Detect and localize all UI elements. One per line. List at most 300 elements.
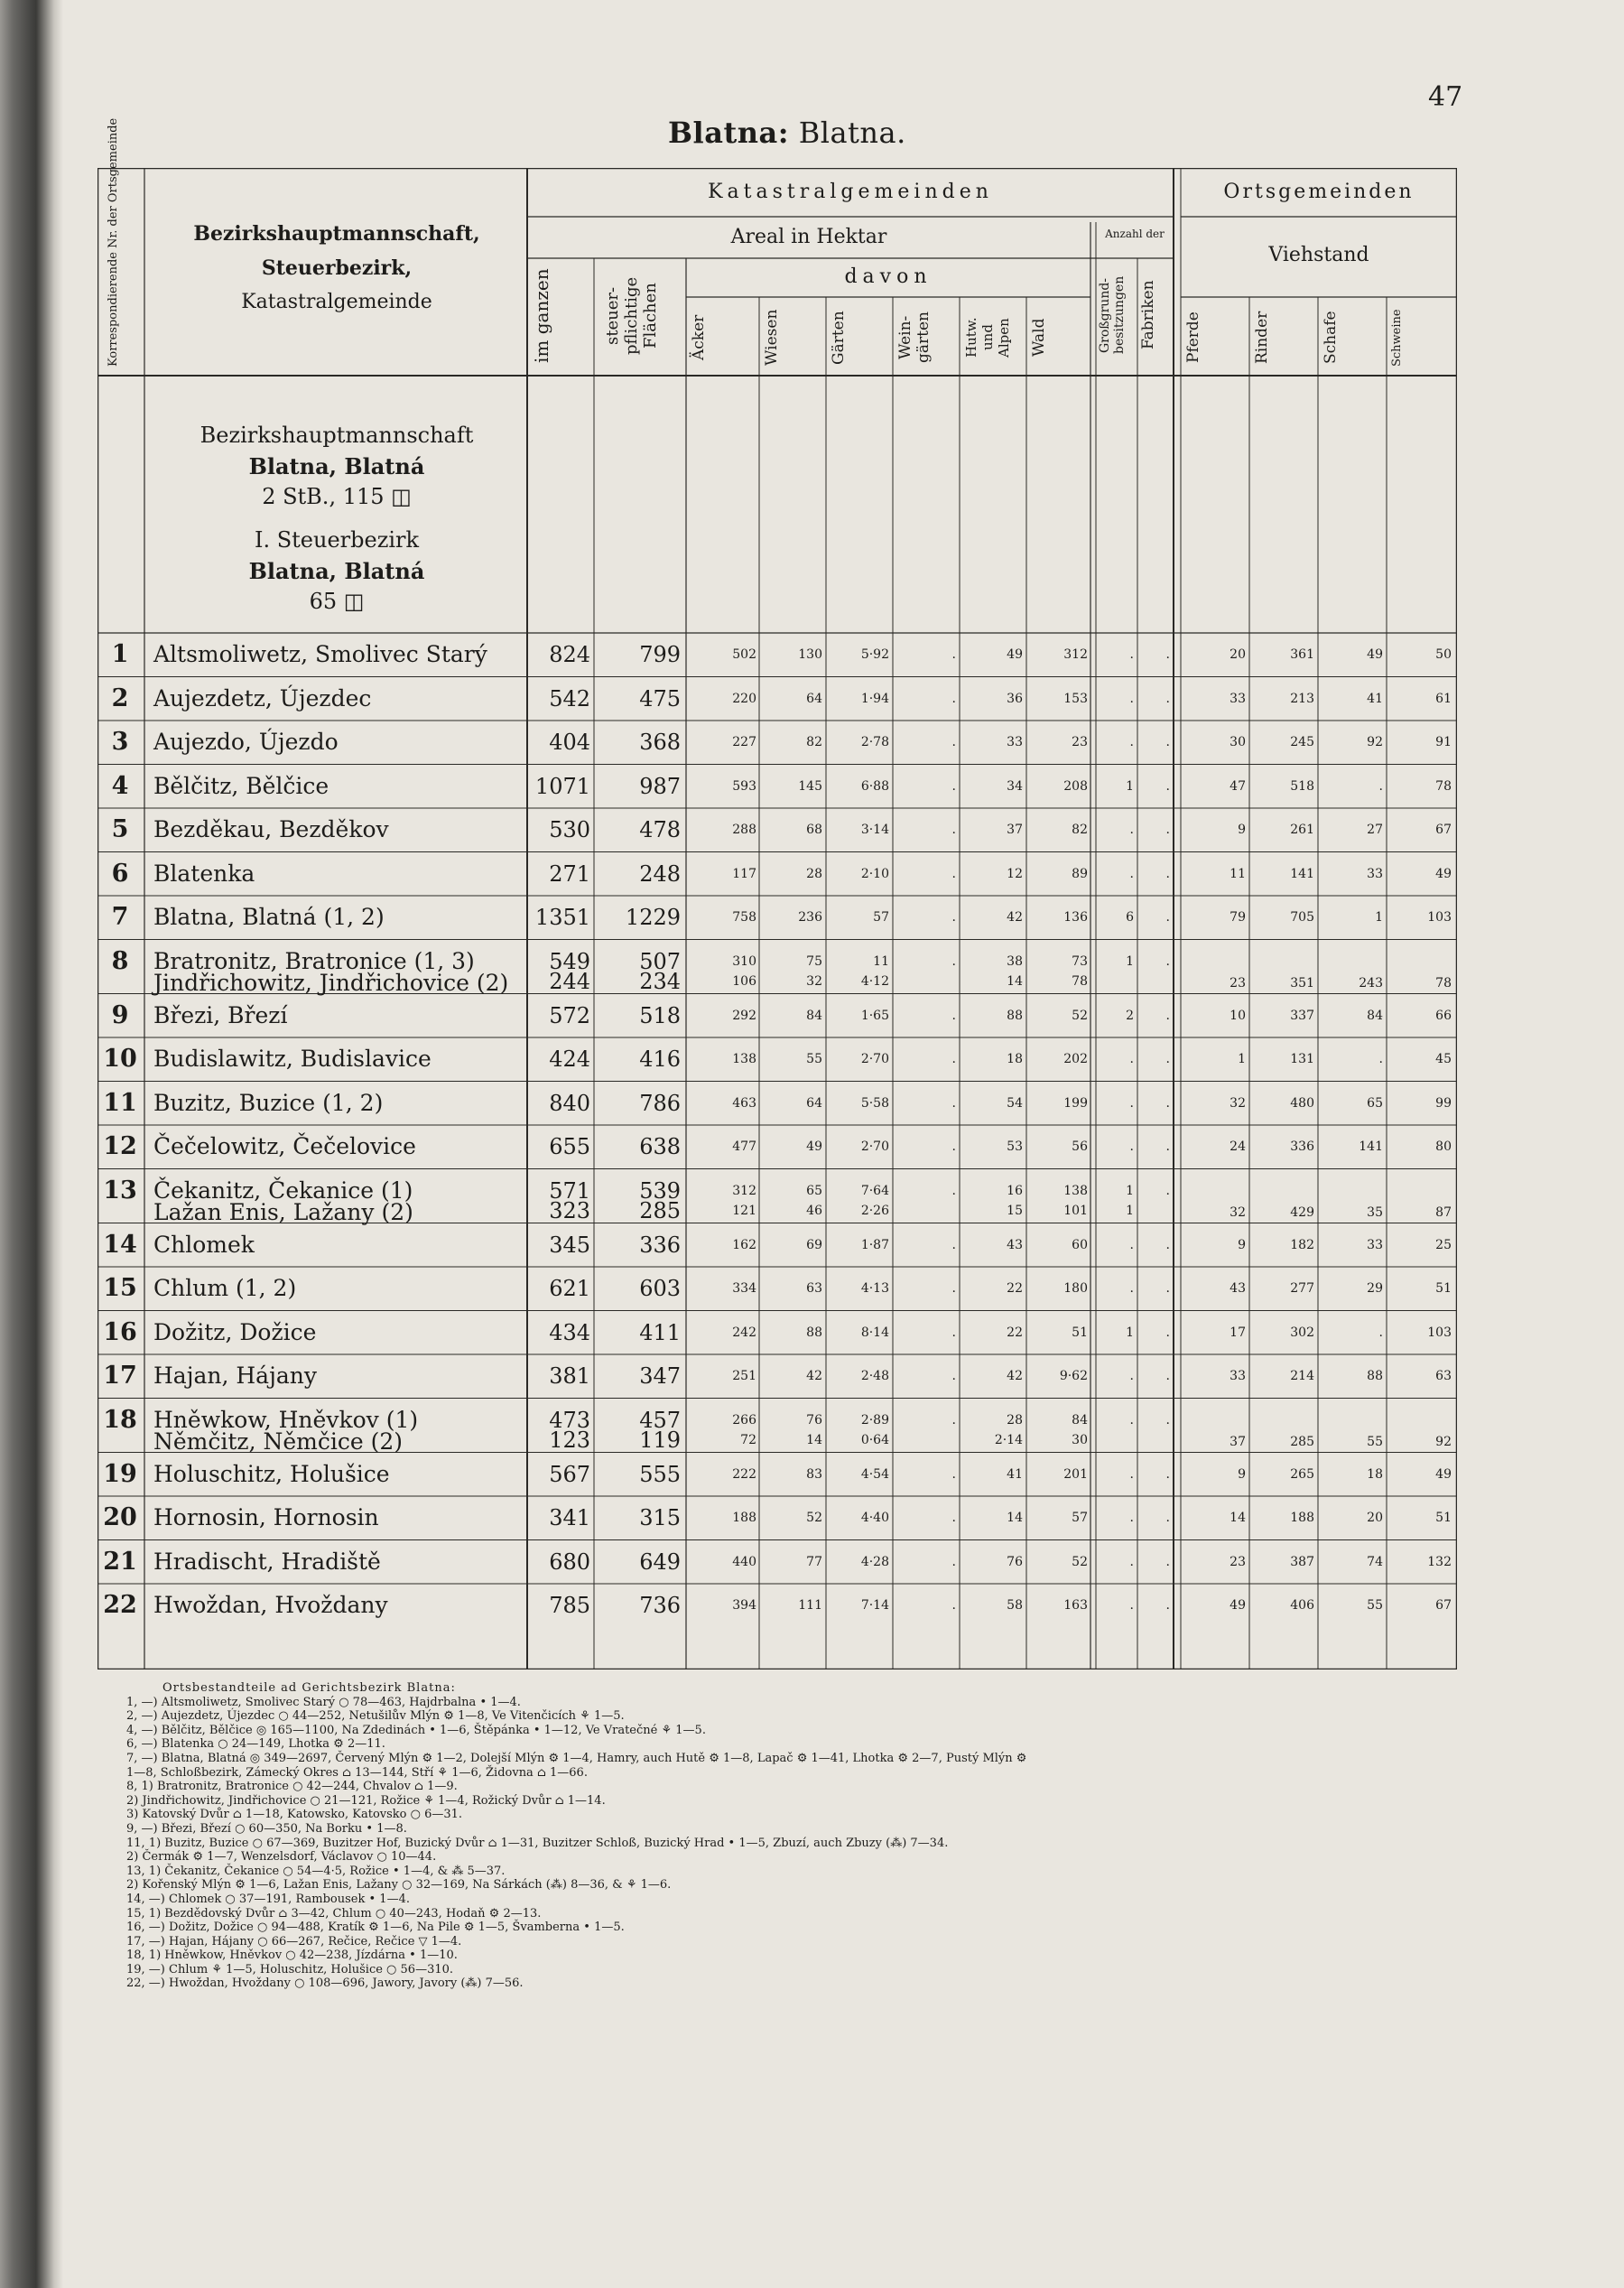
cell-gar: 1·87 [860,1237,889,1252]
cell-pf: 11 [1230,866,1246,881]
cell-st: 799 [639,642,681,667]
cell-sw: 78 [1435,975,1452,991]
cell-hut: 41 [1007,1466,1023,1482]
cell-ganz: 434 [549,1319,590,1345]
header-davon: davon [844,265,933,288]
cell-wald: 52 [1072,1554,1088,1569]
cell-sw: 63 [1435,1369,1452,1383]
cell-wein: . [951,1183,956,1198]
cell-wie: 64 [806,691,822,706]
cell-ack: 758 [732,910,756,925]
cell-wein: . [951,691,956,706]
cell-st: 315 [639,1505,681,1530]
row-name: Budislawitz, Budislavice [153,1046,432,1072]
cell-wie: 76 [806,1412,822,1428]
cell-st: 416 [639,1046,681,1072]
cell-wein: . [951,910,956,925]
cell-wie: 49 [806,1139,822,1154]
cell-wie: 130 [798,647,822,662]
row-name: Čekanitz, Čekanice (1) [153,1177,413,1204]
cell-ri: 337 [1290,1008,1314,1023]
cell-ri: 213 [1290,691,1314,706]
cell-pf: 24 [1230,1139,1246,1154]
cell-sch: 33 [1367,866,1383,881]
header-fabriken: Fabriken [1139,280,1157,350]
cell-ack-secondary: 121 [732,1203,756,1218]
cell-hut: 58 [1007,1598,1023,1613]
cell-ri: 518 [1290,778,1314,794]
cell-gr: . [1129,1139,1134,1154]
cell-gr: . [1129,1598,1134,1613]
cell-wald-secondary: 30 [1072,1432,1088,1447]
row-name-secondary: Němčitz, Němčice (2) [153,1428,404,1455]
footnote-line: 4, —) Bělčitz, Bělčice ◎ 165—1100, Na Zdedinách • 1—6, Štěpánka • 1—12, Ve Vratečné ⚘ 1—5. [126,1723,706,1737]
cell-hut: 53 [1007,1139,1023,1154]
cell-ganz: 621 [549,1276,590,1301]
row-name: Hornosin, Hornosin [153,1504,379,1530]
cell-sw: 66 [1435,1008,1452,1023]
cell-gr: . [1129,735,1134,749]
cell-sch: 35 [1367,1204,1383,1220]
intro-bezirkshauptmannschaft: Bezirkshauptmannschaft [200,423,474,448]
row-number: 11 [103,1088,137,1117]
row-name: Březi, Březí [153,1001,288,1028]
cell-fab: . [1165,1554,1170,1569]
cell-hut: 88 [1007,1008,1023,1023]
footnote-line: 2) Kořenský Mlýn ⚙ 1—6, Lažan Enis, Lažany ○ 32—169, Na Sárkách (⁂) 8—36, & ⚘ 1—6. [126,1878,672,1893]
cell-gr: 1 [1126,1325,1134,1340]
cell-sw: 91 [1435,735,1452,749]
footnote-line: 2) Jindřichowitz, Jindřichovice ○ 21—121, Rožice ⚘ 1—4, Rožický Dvůr ⌂ 1—14. [126,1793,606,1808]
cell-ri: 214 [1290,1369,1314,1383]
footnote-line: 14, —) Chlomek ○ 37—191, Rambousek • 1—4. [126,1892,410,1906]
cell-ack: 117 [732,866,756,881]
footnote-line: 15, 1) Bezdědovský Dvůr ⌂ 3—42, Chlum ○ 40—243, Hodaň ⚙ 2—13. [126,1906,542,1921]
cell-ack-secondary: 72 [740,1432,756,1447]
cell-ack: 220 [732,691,756,706]
footnote-line: 3) Katovský Dvůr ⌂ 1—18, Katowsko, Katovsko ○ 6—31. [126,1808,463,1822]
cell-ri: 245 [1290,735,1314,749]
cell-sw: 78 [1435,778,1452,794]
cell-sch: 243 [1359,975,1383,991]
cell-ganz-secondary: 244 [549,968,590,994]
row-name: Hajan, Hájany [153,1363,317,1389]
book-spine-shadow [0,0,63,2288]
cell-pf: 9 [1238,1466,1246,1482]
cell-gar: 6·88 [860,778,889,794]
cell-gr: . [1129,1511,1134,1525]
cell-st: 368 [639,730,681,755]
cell-sw: 99 [1435,1095,1452,1111]
cell-st-secondary: 234 [639,968,681,994]
row-number: 5 [111,815,129,843]
cell-ack: 593 [732,778,756,794]
cell-wie: 82 [806,735,822,749]
cell-wald: 201 [1063,1466,1088,1482]
cell-pf: 10 [1230,1008,1246,1023]
header-steuerbezirk: Steuerbezirk, [261,256,413,280]
cell-st: 638 [639,1134,681,1159]
cell-gr: 1 [1126,1183,1134,1198]
cell-ganz: 840 [549,1090,590,1116]
cell-ack: 162 [732,1237,756,1252]
cell-sw: 67 [1435,823,1452,837]
cell-gr: 2 [1126,1008,1134,1023]
cell-wein: . [951,1281,956,1296]
row-name: Aujezdetz, Újezdec [153,684,372,712]
cell-wald: 9·62 [1059,1369,1088,1383]
row-name: Buzitz, Buzice (1, 2) [153,1089,384,1116]
cell-wie: 75 [806,953,822,969]
footnote-line: 19, —) Chlum ⚘ 1—5, Holuschitz, Holušice ○ 56—310. [126,1962,454,1976]
cell-wie: 52 [806,1511,822,1525]
row-number: 12 [103,1132,137,1160]
page-number: 47 [1428,81,1463,113]
cell-sch: 1 [1375,910,1383,925]
cell-ganz: 567 [549,1461,590,1487]
header-viehstand: Viehstand [1268,244,1369,266]
cell-st: 736 [639,1593,681,1618]
cell-wie: 145 [798,778,822,794]
cell-hut: 76 [1007,1554,1023,1569]
footnote-line: 11, 1) Buzitz, Buzice ○ 67—369, Buzitzer Hof, Buzický Dvůr ⌂ 1—31, Buzitzer Schloß, Buzický Hrad • 1—5, Zbuzí, auch Zbuzy (⁂) 7—34. [126,1836,949,1850]
cell-wald: 180 [1063,1281,1088,1296]
cell-ri: 387 [1290,1554,1314,1569]
footnote-line: 6, —) Blatenka ○ 24—149, Lhotka ⚙ 2—11. [126,1737,385,1752]
cell-wald: 73 [1072,953,1088,969]
cell-wein: . [951,778,956,794]
cell-wald: 57 [1072,1511,1088,1525]
cell-wein: . [951,866,956,881]
cell-gar: 2·78 [860,735,889,749]
cell-fab: . [1165,1237,1170,1252]
row-name: Aujezdo, Újezdo [153,729,339,755]
cell-hut: 28 [1007,1412,1023,1428]
cell-wein: . [951,647,956,662]
cell-sch: 20 [1367,1511,1383,1525]
header-wiesen: Wiesen [763,309,781,367]
cell-pf: 30 [1230,735,1246,749]
cell-wein: . [951,1325,956,1340]
cell-wald: 163 [1063,1598,1088,1613]
cell-st: 518 [639,1002,681,1028]
cell-sch: 55 [1367,1598,1383,1613]
header-anzahl: Anzahl der [1105,228,1165,240]
cell-ack: 138 [732,1052,756,1066]
cell-ack: 312 [732,1183,756,1198]
row-name: Dožitz, Dožice [153,1318,317,1345]
cell-wie: 84 [806,1008,822,1023]
cell-wein: . [951,1008,956,1023]
cell-gar: 2·48 [860,1369,889,1383]
cell-wald-secondary: 101 [1063,1203,1088,1218]
row-name: Holuschitz, Holušice [153,1460,390,1487]
cell-st: 478 [639,817,681,842]
header-schweine: Schweine [1390,309,1404,367]
cell-gr: . [1129,1237,1134,1252]
cell-ganz: 381 [549,1363,590,1389]
cell-sch: 65 [1367,1095,1383,1111]
cell-fab: . [1165,1369,1170,1383]
cell-wein: . [951,1095,956,1111]
row-number: 9 [111,1000,129,1029]
cell-ri: 182 [1290,1237,1314,1252]
cell-gar: 4·54 [860,1466,889,1482]
cell-ri: 141 [1290,866,1314,881]
cell-sw: 87 [1435,1204,1452,1220]
header-nr: Korrespondierende Nr. der Ortsgemeinde [107,117,120,367]
cell-sch: 33 [1367,1237,1383,1252]
cell-fab: . [1165,1598,1170,1613]
cell-gr: . [1129,1095,1134,1111]
cell-sw: 51 [1435,1281,1452,1296]
cell-hut: 22 [1007,1325,1023,1340]
cell-st: 507 [639,948,681,974]
cell-fab: . [1165,1511,1170,1525]
cell-gar: 4·13 [860,1281,889,1296]
cell-pf: 43 [1230,1281,1246,1296]
cell-st: 248 [639,860,681,887]
cell-fab: . [1165,866,1170,881]
cell-st: 336 [639,1232,681,1258]
cell-pf: 14 [1230,1511,1246,1525]
cell-ri: 480 [1290,1095,1314,1111]
cell-gar: 2·70 [860,1052,889,1066]
header-katastralgemeinde: Katastralgemeinde [241,291,432,313]
cell-wald: 23 [1072,735,1088,749]
cell-pf: 33 [1230,691,1246,706]
cell-wald: 51 [1072,1325,1088,1340]
cell-sch: 27 [1367,823,1383,837]
cell-wald: 56 [1072,1139,1088,1154]
cell-ack: 227 [732,735,756,749]
page-title-bold: Blatna: [668,116,790,150]
row-number: 20 [103,1503,137,1531]
cell-sch: 141 [1359,1139,1383,1154]
footnote-line: 2, —) Aujezdetz, Újezdec ○ 44—252, Netušilův Mlýn ⚙ 1—8, Ve Vitenčicích ⚘ 1—5. [126,1709,625,1724]
cell-ri: 361 [1290,647,1314,662]
cell-ganz: 271 [549,860,590,887]
cell-sw: 67 [1435,1598,1452,1613]
row-number: 2 [111,684,129,712]
cell-hut: 38 [1007,953,1023,969]
cell-ganz: 572 [549,1002,590,1028]
cell-ack: 440 [732,1554,756,1569]
cell-st: 539 [639,1177,681,1204]
cell-gr: . [1129,691,1134,706]
cell-hut-secondary: 15 [1007,1203,1023,1218]
cell-pf: 23 [1230,1554,1246,1569]
cell-wald: 82 [1072,823,1088,837]
cell-wein: . [951,1139,956,1154]
cell-st: 347 [639,1363,681,1389]
cell-ri: 188 [1290,1511,1314,1525]
cell-wein: . [951,1598,956,1613]
cell-gar: 57 [873,910,889,925]
cell-ack-secondary: 106 [732,973,756,989]
cell-ack: 266 [732,1412,756,1428]
cell-pf: 9 [1238,823,1246,837]
cell-wie: 42 [806,1369,822,1383]
cell-hut: 33 [1007,735,1023,749]
header-im-ganzen: im ganzen [531,268,552,364]
cell-ri: 705 [1290,910,1314,925]
intro-stb: 2 StB., 115 ◫ [262,484,412,509]
cell-ri: 265 [1290,1466,1314,1482]
row-name: Chlum (1, 2) [153,1275,297,1301]
cell-sch: 55 [1367,1434,1383,1449]
cell-st: 555 [639,1461,681,1487]
cell-ganz: 680 [549,1549,590,1575]
footnote-line: 9, —) Březi, Březí ○ 60—350, Na Borku • 1—8. [126,1821,407,1836]
cell-ack: 288 [732,823,756,837]
cell-gr: 1 [1126,778,1134,794]
cell-gr: 6 [1126,910,1134,925]
row-number: 4 [111,771,129,800]
intro-blatna-2: Blatna, Blatná [248,558,425,584]
cell-ri: 336 [1290,1139,1314,1154]
header-schafe: Schafe [1322,311,1340,365]
cell-gr: . [1129,647,1134,662]
cell-wein: . [951,1369,956,1383]
row-number: 18 [103,1405,137,1434]
cell-wein: . [951,1052,956,1066]
cell-sw: 132 [1427,1554,1452,1569]
cell-fab: . [1165,910,1170,925]
cell-wie: 28 [806,866,822,881]
cell-ri: 277 [1290,1281,1314,1296]
row-number: 14 [103,1230,137,1259]
cell-sch: 74 [1367,1554,1383,1569]
cell-wein: . [951,735,956,749]
cell-st-secondary: 285 [639,1197,681,1223]
cell-fab: . [1165,735,1170,749]
header-pferde: Pferde [1184,312,1202,364]
footnote-line: 1, —) Altsmoliwetz, Smolivec Starý ○ 78—463, Hajdrbalna • 1—4. [126,1695,521,1709]
cell-sw: 103 [1427,1325,1452,1340]
cell-fab: . [1165,1466,1170,1482]
cell-hut: 42 [1007,1369,1023,1383]
cell-pf: 23 [1230,975,1246,991]
header-rinder: Rinder [1253,311,1271,365]
cell-wein: . [951,823,956,837]
cell-sch: 18 [1367,1466,1383,1482]
cell-ack: 188 [732,1511,756,1525]
footnote-lines [126,1696,1444,1991]
cell-wald: 84 [1072,1412,1088,1428]
cell-gar-secondary: 2·26 [860,1203,889,1218]
cell-gar: 3·14 [860,823,889,837]
cell-wie: 63 [806,1281,822,1296]
cell-sch: 29 [1367,1281,1383,1296]
row-number: 21 [103,1547,137,1576]
cell-ganz: 824 [549,642,590,667]
cell-st: 411 [639,1319,681,1345]
cell-gr: . [1129,1412,1134,1428]
header-areal: Areal in Hektar [730,226,887,248]
cell-hut: 36 [1007,691,1023,706]
footnote-line: 22, —) Hwoždan, Hvoždany ○ 108—696, Jawory, Javory (⁂) 7—56. [126,1976,524,1991]
cell-sw: 103 [1427,910,1452,925]
cell-gar: 1·94 [860,691,889,706]
cell-hut: 34 [1007,778,1023,794]
row-number: 8 [111,946,129,975]
cell-sch: 88 [1367,1369,1383,1383]
cell-pf: 49 [1230,1598,1246,1613]
cell-fab: . [1165,1281,1170,1296]
cell-wie: 83 [806,1466,822,1482]
row-name: Blatna, Blatná (1, 2) [153,904,385,930]
cell-wie: 65 [806,1183,822,1198]
cell-wie-secondary: 32 [806,973,822,989]
header-steuerpflichtig: steuer-pflichtige Flächen [603,276,660,356]
cell-ri: 261 [1290,823,1314,837]
header-weingaerten: Wein-gärten [896,312,933,364]
cell-gar: 7·64 [860,1183,889,1198]
row-name: Bělčitz, Bělčice [153,772,329,799]
row-name: Hwoždan, Hvoždany [153,1592,388,1618]
cell-ganz-secondary: 323 [549,1197,590,1223]
row-number: 22 [103,1591,137,1619]
cell-ack: 502 [732,647,756,662]
row-number: 15 [103,1274,137,1302]
cell-gr: . [1129,1554,1134,1569]
header-hutweiden: Hutw. und Alpen [963,317,1012,358]
cell-wald: 199 [1063,1095,1088,1111]
cell-sw: 92 [1435,1434,1452,1449]
cell-ganz: 1351 [534,905,590,930]
cell-ack: 222 [732,1466,756,1482]
row-number: 17 [103,1362,137,1390]
cell-fab: . [1165,691,1170,706]
row-number: 6 [111,859,129,888]
cell-ack: 242 [732,1325,756,1340]
cell-wein: . [951,1466,956,1482]
cell-pf: 33 [1230,1369,1246,1383]
cell-ri: 302 [1290,1325,1314,1340]
row-number: 3 [111,728,129,756]
cell-wein: . [951,1237,956,1252]
cell-ack: 394 [732,1598,756,1613]
cell-gar: 4·28 [860,1554,889,1569]
cell-ganz: 341 [549,1505,590,1530]
cell-hut: 22 [1007,1281,1023,1296]
row-name: Chlomek [153,1231,255,1258]
cell-ri: 429 [1290,1204,1314,1220]
cell-sw: 61 [1435,691,1452,706]
cell-fab: . [1165,1008,1170,1023]
row-name: Bratronitz, Bratronice (1, 3) [153,947,475,974]
row-name: Blatenka [153,860,255,887]
intro-blatna-1: Blatna, Blatná [248,453,425,479]
cell-sw: 50 [1435,647,1452,662]
cell-gar: 11 [873,953,889,969]
header-aecker: Äcker [690,314,708,361]
cell-fab: . [1165,1095,1170,1111]
cell-fab: . [1165,647,1170,662]
cell-gar: 5·58 [860,1095,889,1111]
footnote-line: 13, 1) Čekanitz, Čekanice ○ 54—4·5, Rožice • 1—4, & ⁂ 5—37. [126,1864,506,1878]
cell-fab: . [1165,1183,1170,1198]
cell-sw: 80 [1435,1139,1452,1154]
cell-sch: . [1378,1052,1383,1066]
cell-gar: 4·40 [860,1511,889,1525]
cell-sw: 25 [1435,1237,1452,1252]
cell-wald-secondary: 78 [1072,973,1088,989]
row-name: Čečelowitz, Čečelovice [153,1133,416,1159]
header-wald: Wald [1030,318,1048,358]
footnotes-heading: Ortsbestandteile ad Gerichtsbezirk Blatna: [162,1681,456,1695]
